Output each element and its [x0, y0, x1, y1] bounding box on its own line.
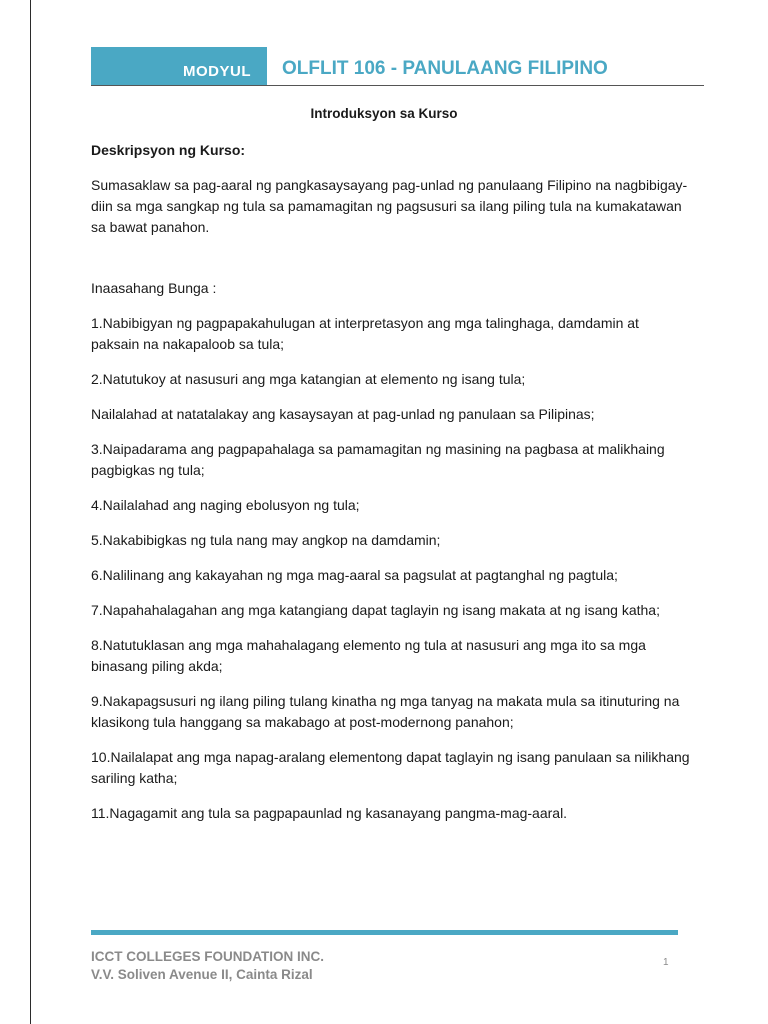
outcome-item: 9.Nakapagsusuri ng ilang piling tulang kinatha ng mga tanyag na makata mula sa itinuturing na klasikong tula hanggang sa makabago at post-modernong panahon; [91, 693, 680, 730]
outcome-item: 7.Napahahalagahan ang mga katangiang dapat taglayin ng isang makata at ng isang katha; [91, 602, 660, 618]
outcome-item: 8.Natutuklasan ang mga mahahalagang elemento ng tula at nasusuri ang mga ito sa mga binasang piling akda; [91, 637, 646, 674]
outcome-item: 11.Nagagamit ang tula sa pagpapaunlad ng kasanayang pangma-mag-aaral. [91, 805, 568, 821]
document-body [91, 140, 691, 838]
description-text: Sumasaklaw sa pag-aaral ng pangkasaysayang pag-unlad ng panulaang Filipino na nagbibigay-diin sa mga sangkap ng tula sa pamamagitan ng pagsusuri sa ilang piling tula na kumakatawan sa bawat panahon. [91, 177, 688, 235]
footer-organization [91, 948, 324, 984]
outcome-item: 5.Nakabibigkas ng tula nang may angkop na damdamin; [91, 532, 441, 548]
footer-divider [91, 930, 678, 935]
course-title: OLFLIT 106 - PANULAANG FILIPINO [282, 58, 608, 79]
organization-name: ICCT COLLEGES FOUNDATION INC. [91, 949, 324, 964]
outcome-item: 10.Nailalapat ang mga napag-aralang elementong dapat taglayin ng isang panulaan sa nilikhang sariling katha; [91, 749, 690, 786]
page-border-line [30, 0, 31, 1024]
outcome-item: Nailalahad at natatalakay ang kasaysayan at pag-unlad ng panulaan sa Pilipinas; [91, 406, 595, 422]
section-title: Introduksyon sa Kurso [310, 106, 458, 121]
outcomes-heading: Inaasahang Bunga : [91, 280, 217, 296]
description-heading: Deskripsyon ng Kurso: [91, 142, 246, 158]
outcome-item: 6.Nalilinang ang kakayahan ng mga mag-aaral sa pagsulat at pagtanghal ng pagtula; [91, 567, 618, 583]
outcome-item: 2.Natutukoy at nasusuri ang mga katangian at elemento ng isang tula; [91, 371, 526, 387]
header-divider [91, 85, 704, 86]
page-number: 1 [663, 957, 669, 968]
outcome-item: 3.Naipadarama ang pagpapahalaga sa pamamagitan ng masining na pagbasa at malikhaing pagbigkas ng tula; [91, 441, 665, 478]
organization-address: V.V. Soliven Avenue II, Cainta Rizal [91, 967, 313, 982]
outcome-item: 1.Nabibigyan ng pagpapakahulugan at interpretasyon ang mga talinghaga, damdamin at paksain na nakapaloob sa tula; [91, 315, 639, 352]
module-label: MODYUL [183, 63, 251, 80]
outcome-item: 4.Nailalahad ang naging ebolusyon ng tula; [91, 497, 360, 513]
